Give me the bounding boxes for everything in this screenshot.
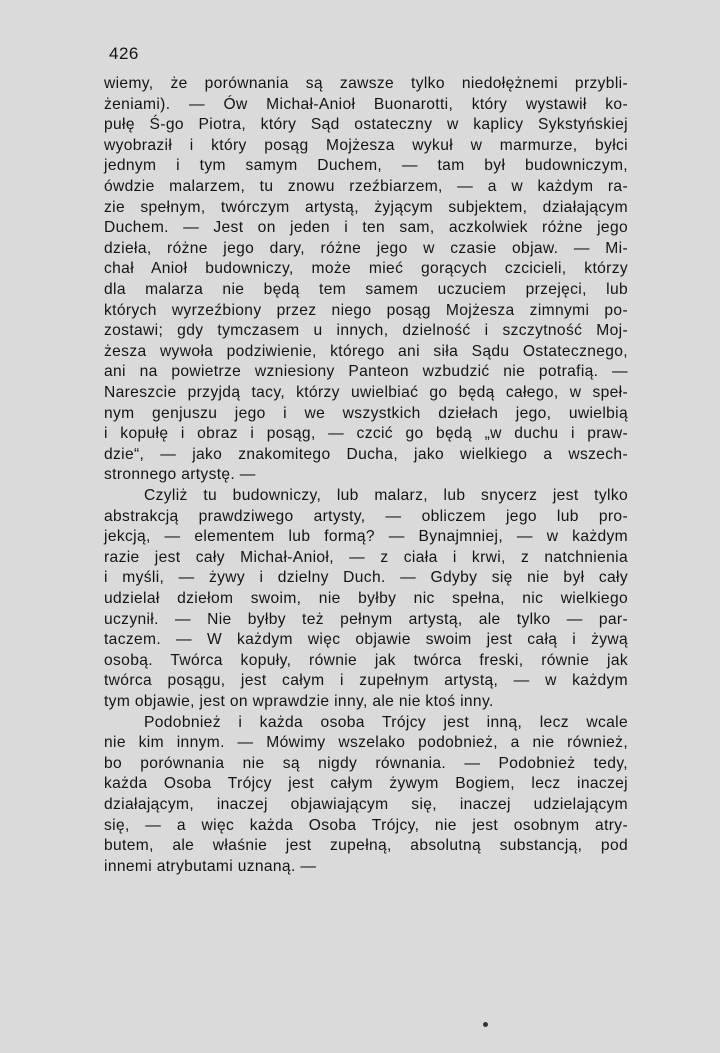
text-line: dzie“, — jako znakomitego Ducha, jako wielkiego a wszech- (104, 445, 628, 463)
text-line: butem, ale właśnie jest zupełną, absolutną substancją, pod (104, 837, 628, 855)
text-line: ani na powietrze wzniesiony Panteon wzbudzić nie potrafią. — (104, 363, 628, 381)
text-line: których wyrzeźbiony przez niego posąg Mojżesza zimnymi po- (104, 301, 628, 319)
text-line: udzielał dziełom swoim, nie byłby nic spełna, nic wielkiego (104, 590, 628, 607)
text-line: uczynił. — Nie byłby też pełnym artystą, ale tylko — par- (104, 610, 628, 628)
text-line: dla malarza nie będą tem samem uczuciem przejęci, lub (104, 281, 628, 298)
text-line: tym objawie, jest on wprawdzie inny, ale nie ktoś inny. (104, 693, 494, 710)
text-line: żesza wywoła podziwienie, którego ani siła Sądu Ostatecznego, (104, 342, 628, 360)
text-line: jednym i tym samym Duchem, — tam był budowniczym, (104, 157, 628, 175)
text-line: twórca posągu, jest całym i zupełnym artystą, — w każdym (104, 672, 628, 690)
text-line: zie spełnym, twórczym artystą, żyjącym subjektem, działającym (104, 198, 628, 216)
text-line: się, — a więc każda Osoba Trójcy, nie jest osobnym atry- (104, 816, 628, 834)
text-line: Duchem. — Jest on jeden i ten sam, aczkolwiek różne jego (104, 219, 628, 237)
print-speck (483, 1022, 488, 1027)
text-line: dzieła, różne jego dary, różne jego w czasie objaw. — Mi- (104, 239, 628, 257)
text-line: stronnego artystę. — (104, 466, 256, 484)
text-line: i kopułę i obraz i posąg, — czcić go będą „w duchu i praw- (104, 425, 628, 443)
text-line: taczem. — W każdym więc objawie swoim jest całą i żywą (104, 631, 628, 649)
text-line: każda Osoba Trójcy jest całym żywym Bogiem, lecz inaczej (104, 775, 628, 793)
text-line: Nareszcie przyjdą tacy, którzy uwielbiać go będą całego, w speł- (104, 384, 628, 401)
text-line: jekcją, — elementem lub formą? — Bynajmniej, — w każdym (104, 528, 628, 546)
text-line: nie kim innym. — Mówimy wszelako podobnież, a nie również, (104, 734, 628, 752)
text-line: Podobnież i każda osoba Trójcy jest inną, lecz wcale (144, 713, 628, 731)
text-line: Czyliż tu budowniczy, lub malarz, lub snycerz jest tylko (144, 487, 628, 504)
text-line: bo porównania nie są nigdy równania. — Podobnież tedy, (104, 754, 628, 772)
text-line: osobą. Twórca kopuły, równie jak twórca freski, równie jak (104, 651, 628, 669)
text-line: nym genjuszu jego i we wszystkich dziełach jego, uwielbią (104, 404, 628, 422)
text-line: zostawi; gdy tymczasem u innych, dzielność i szczytność Moj- (104, 322, 628, 340)
text-line: chał Anioł budowniczy, może mieć gorących czcicieli, którzy (104, 260, 628, 278)
text-line: i myśli, — żywy i dzielny Duch. — Gdyby się nie był cały (104, 569, 628, 587)
text-line: abstrakcją prawdziwego artysty, — obliczem jego lub pro- (104, 507, 628, 525)
text-line: działającym, inaczej objawiającym się, inaczej udzielającym (104, 796, 628, 813)
text-line: wiemy, że porównania są zawsze tylko niedołężnemi przybli- (104, 75, 628, 92)
text-line: wyobraził i który posąg Mojżesza wykuł w marmurze, byłci (104, 136, 628, 154)
text-line: innemi atrybutami uznaną. — (104, 857, 317, 875)
text-line: ówdzie malarzem, tu znowu rzeźbiarzem, — a w każdym ra- (104, 178, 628, 195)
page-number: 426 (109, 44, 139, 63)
text-line: pułę Ś-go Piotra, który Sąd ostateczny w kaplicy Sykstyńskiej (104, 116, 628, 134)
text-line: żeniami). — Ów Michał-Anioł Buonarotti, który wystawił ko- (104, 95, 628, 113)
text-line: razie jest cały Michał-Anioł, — z ciała i krwi, z natchnienia (104, 548, 628, 566)
